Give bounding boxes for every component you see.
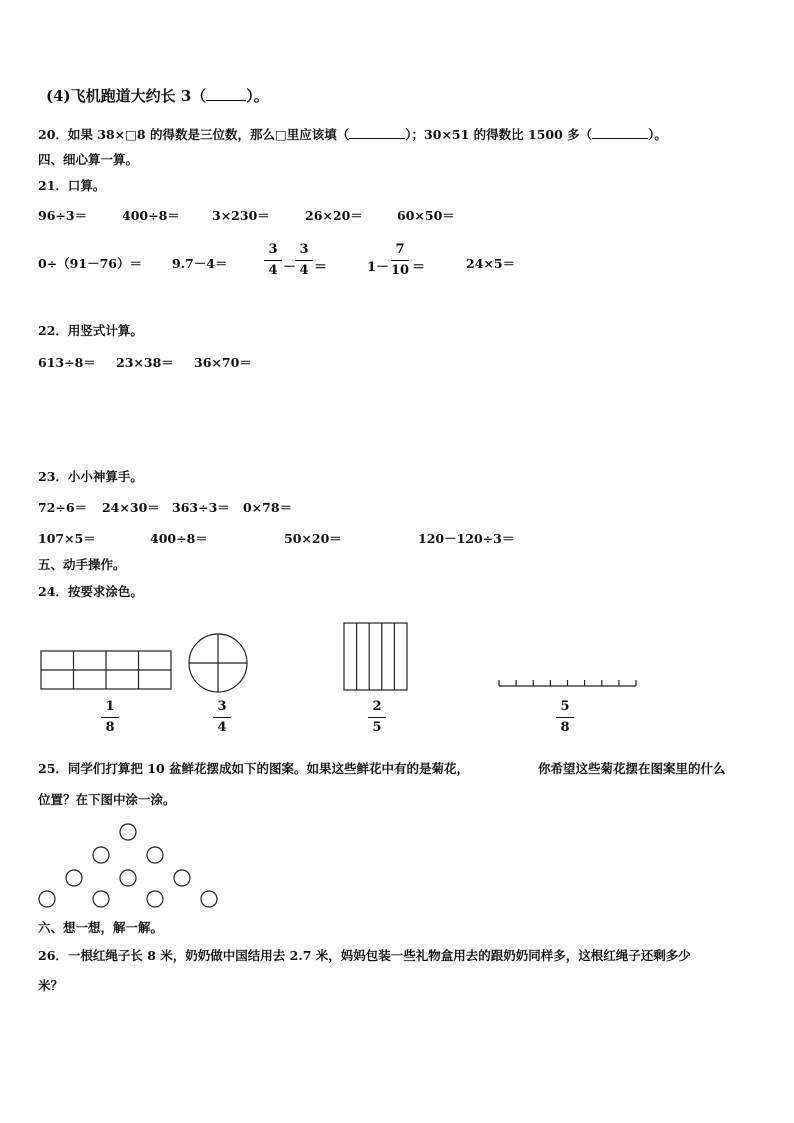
vertical-calc-item: 613÷8＝ <box>38 355 96 370</box>
fraction-numerator: 5 <box>560 699 570 714</box>
fraction-numerator: 3 <box>268 242 278 257</box>
question-25-line-2: 位置？在下图中涂一涂。 <box>38 792 176 807</box>
flower-pot[interactable] <box>147 891 163 907</box>
question-26-line-1: 26．一根红绳子长 8 米，奶奶做中国结用去 2.7 米，妈妈包装一些礼物盒用去的跟奶奶同样多，这根红绳子还剩多少 <box>38 948 691 963</box>
fraction-denominator: 4 <box>299 263 309 278</box>
rectangle-fifths[interactable] <box>344 623 407 690</box>
fraction-denominator: 8 <box>560 720 570 735</box>
question-22-title: 22．用竖式计算。 <box>38 323 143 338</box>
fraction-label-five-eighths <box>553 699 577 736</box>
flower-pot[interactable] <box>174 870 190 886</box>
section-6-heading: 六、想一想，解一解。 <box>38 920 164 935</box>
question-20-part-b: ）；30×51 的得数比 1500 多（ <box>405 127 593 142</box>
quick-calc-item: 24×30＝ <box>102 500 160 515</box>
fraction-numerator: 3 <box>217 699 227 714</box>
oral-calc-item: 9.7－4＝ <box>172 256 228 271</box>
fraction-denominator: 10 <box>390 263 410 278</box>
flower-pot[interactable] <box>39 891 55 907</box>
fraction-numerator: 7 <box>395 242 405 257</box>
oral-calc-item: 96÷3＝ <box>38 208 88 223</box>
oral-calc-item: 26×20＝ <box>305 208 363 223</box>
section-5-heading: 五、动手操作。 <box>38 557 126 572</box>
quick-calc-item: 107×5＝ <box>38 531 96 546</box>
question-4-tail: ）。 <box>246 87 269 105</box>
vertical-calc-item: 23×38＝ <box>116 355 174 370</box>
quick-calc-item: 120－120÷3＝ <box>418 531 515 546</box>
quick-calc-item: 50×20＝ <box>284 531 342 546</box>
vertical-calc-item: 36×70＝ <box>194 355 252 370</box>
oral-calc-item: 60×50＝ <box>397 208 455 223</box>
flower-pattern <box>39 824 217 907</box>
fraction-bar <box>213 717 231 718</box>
fraction-numerator: 1 <box>105 699 115 714</box>
quick-calc-item: 400÷8＝ <box>150 531 208 546</box>
fraction-label-two-fifths <box>365 699 389 736</box>
minus-sign: － <box>283 260 297 275</box>
flower-pot[interactable] <box>120 824 136 840</box>
flower-pot[interactable] <box>66 870 82 886</box>
question-20-part-c: ）。 <box>648 127 667 142</box>
fraction-bar <box>101 717 119 718</box>
question-25-line-1a: 25．同学们打算把 10 盆鲜花摆成如下的图案。如果这些鲜花中有的是菊花， <box>38 761 469 776</box>
question-26-line-2: 米？ <box>38 978 64 993</box>
rectangle-eighths[interactable] <box>41 651 171 689</box>
question-25-line-1b: 你希望这些菊花摆在图案里的什么 <box>538 761 726 776</box>
quick-calc-item: 363÷3＝ <box>172 500 230 515</box>
question-21-title: 21．口算。 <box>38 178 106 193</box>
oral-calc-item: 400÷8＝ <box>122 208 180 223</box>
flower-pot[interactable] <box>120 870 136 886</box>
fraction-numerator: 3 <box>299 242 309 257</box>
equals-sign: ＝ <box>412 260 426 275</box>
oral-calc-item: 24×5＝ <box>466 256 516 271</box>
section-4-heading: 四、细心算一算。 <box>38 152 139 167</box>
oral-calc-item: 3×230＝ <box>212 208 270 223</box>
flower-pot[interactable] <box>93 891 109 907</box>
fraction-denominator: 5 <box>372 720 382 735</box>
flower-pot[interactable] <box>201 891 217 907</box>
fraction-label-three-quarters <box>210 699 234 736</box>
quick-calc-item: 72÷6＝ <box>38 500 88 515</box>
one-minus: 1－ <box>367 260 390 275</box>
fraction-denominator: 4 <box>217 720 227 735</box>
flower-pot[interactable] <box>147 847 163 863</box>
flower-pot[interactable] <box>93 847 109 863</box>
fraction-numerator: 2 <box>372 699 382 714</box>
question-23-title: 23．小小神算手。 <box>38 469 143 484</box>
equals-sign: ＝ <box>314 260 328 275</box>
fraction-denominator: 8 <box>105 720 115 735</box>
fraction-bar <box>556 717 574 718</box>
quick-calc-item: 0×78＝ <box>243 500 293 515</box>
fraction-bar <box>368 717 386 718</box>
fraction-denominator: 4 <box>268 263 278 278</box>
fraction-label-one-eighth <box>98 699 122 736</box>
circle-quarters[interactable] <box>189 634 247 692</box>
question-20-part-a: 20．如果 38×□8 的得数是三位数，那么□里应该填（ <box>38 127 350 142</box>
question-24-title: 24．按要求涂色。 <box>38 584 143 599</box>
question-4-text: (4)飞机跑道大约长 3（ <box>46 87 207 105</box>
oral-calc-item: 0÷（91－76）＝ <box>38 256 142 271</box>
segmented-line-eighths[interactable] <box>499 680 636 686</box>
